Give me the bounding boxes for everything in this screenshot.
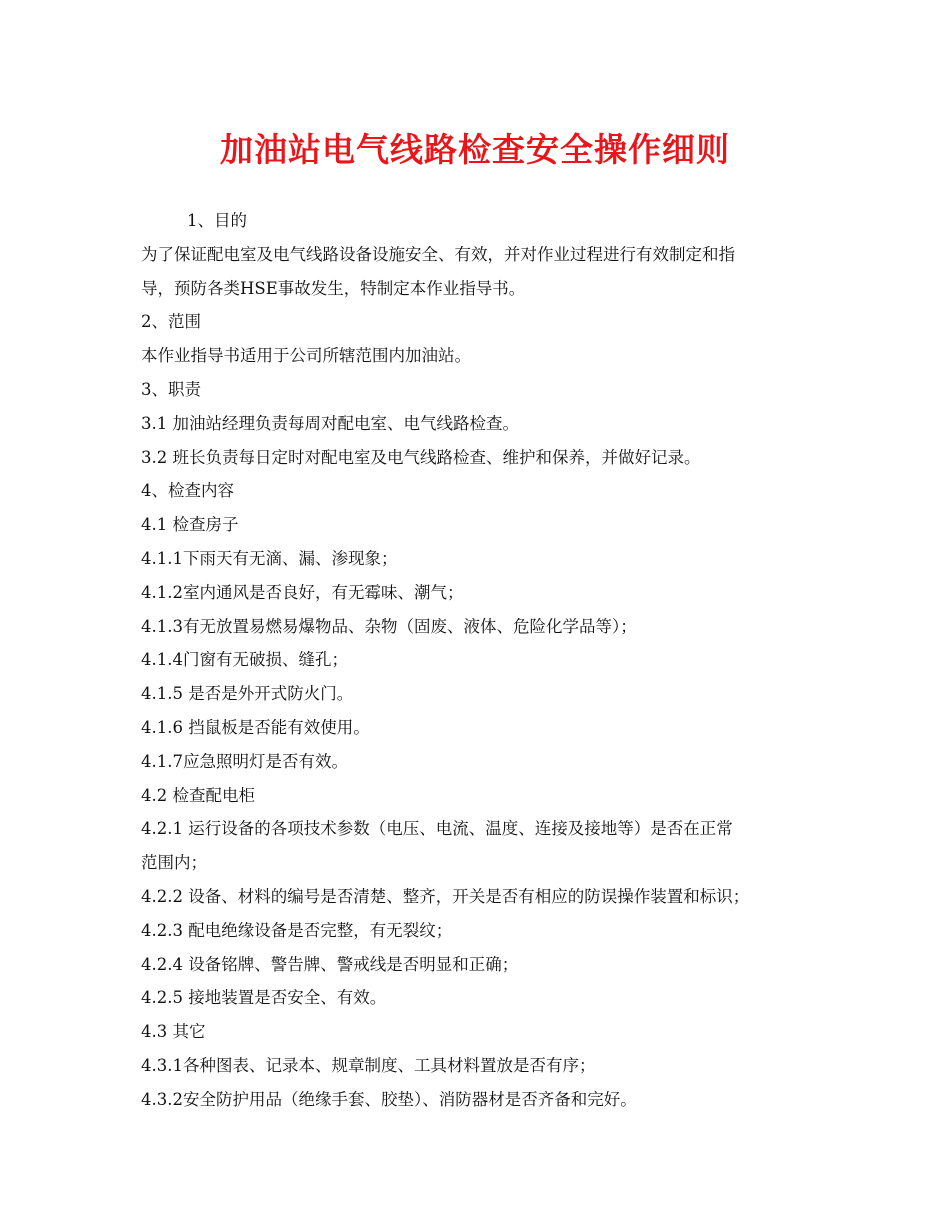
list-item: 4.3.1各种图表、记录本、规章制度、工具材料置放是否有序；	[141, 1055, 596, 1075]
paragraph-line: 为了保证配电室及电气线路设备设施安全、有效，并对作业过程进行有效制定和指	[141, 244, 735, 264]
section-heading-inspection: 4、检查内容	[141, 481, 234, 501]
list-item: 4.2.4 设备铭牌、警告牌、警戒线是否明显和正确；	[141, 954, 519, 974]
paragraph-line: 3.1 加油站经理负责每周对配电室、电气线路检查。	[141, 413, 519, 433]
list-item: 4.1.1下雨天有无滴、漏、渗现象；	[141, 548, 398, 568]
list-item: 4.2.2 设备、材料的编号是否清楚、整齐，开关是否有相应的防误操作装置和标识；	[141, 886, 750, 906]
list-item: 4.1.2室内通风是否良好，有无霉味、潮气；	[141, 582, 464, 602]
list-item: 4.1.7应急照明灯是否有效。	[141, 751, 348, 771]
section-heading-duties: 3、职责	[141, 379, 201, 399]
subsection-heading: 4.3 其它	[141, 1022, 206, 1042]
list-item: 4.1.5 是否是外开式防火门。	[141, 684, 354, 704]
list-item: 4.2.1 运行设备的各项技术参数（电压、电流、温度、连接及接地等）是否在正常	[141, 819, 733, 839]
list-item: 4.2.3 配电绝缘设备是否完整，有无裂纹；	[141, 920, 453, 940]
document-body	[141, 204, 831, 1117]
list-item: 4.1.6 挡鼠板是否能有效使用。	[141, 717, 370, 737]
list-item-continuation: 范围内；	[141, 853, 207, 873]
list-item: 4.3.2安全防护用品（绝缘手套、胶垫）、消防器材是否齐备和完好。	[141, 1089, 637, 1109]
list-item: 4.2.5 接地装置是否安全、有效。	[141, 988, 387, 1008]
subsection-heading: 4.2 检查配电柜	[141, 785, 255, 805]
paragraph-line: 本作业指导书适用于公司所辖范围内加油站。	[141, 346, 471, 366]
list-item: 4.1.3有无放置易燃易爆物品、杂物（固废、液体、危险化学品等）；	[141, 616, 637, 636]
list-item: 4.1.4门窗有无破损、缝孔；	[141, 650, 348, 670]
paragraph-line: 导，预防各类HSE事故发生，特制定本作业指导书。	[141, 278, 526, 298]
subsection-heading: 4.1 检查房子	[141, 515, 239, 535]
paragraph-line: 3.2 班长负责每日定时对配电室及电气线路检查、维护和保养，并做好记录。	[141, 447, 701, 467]
section-heading-scope: 2、范围	[141, 312, 201, 332]
section-heading-purpose: 1、目的	[187, 211, 247, 230]
document-title: 加油站电气线路检查安全操作细则	[220, 130, 730, 169]
